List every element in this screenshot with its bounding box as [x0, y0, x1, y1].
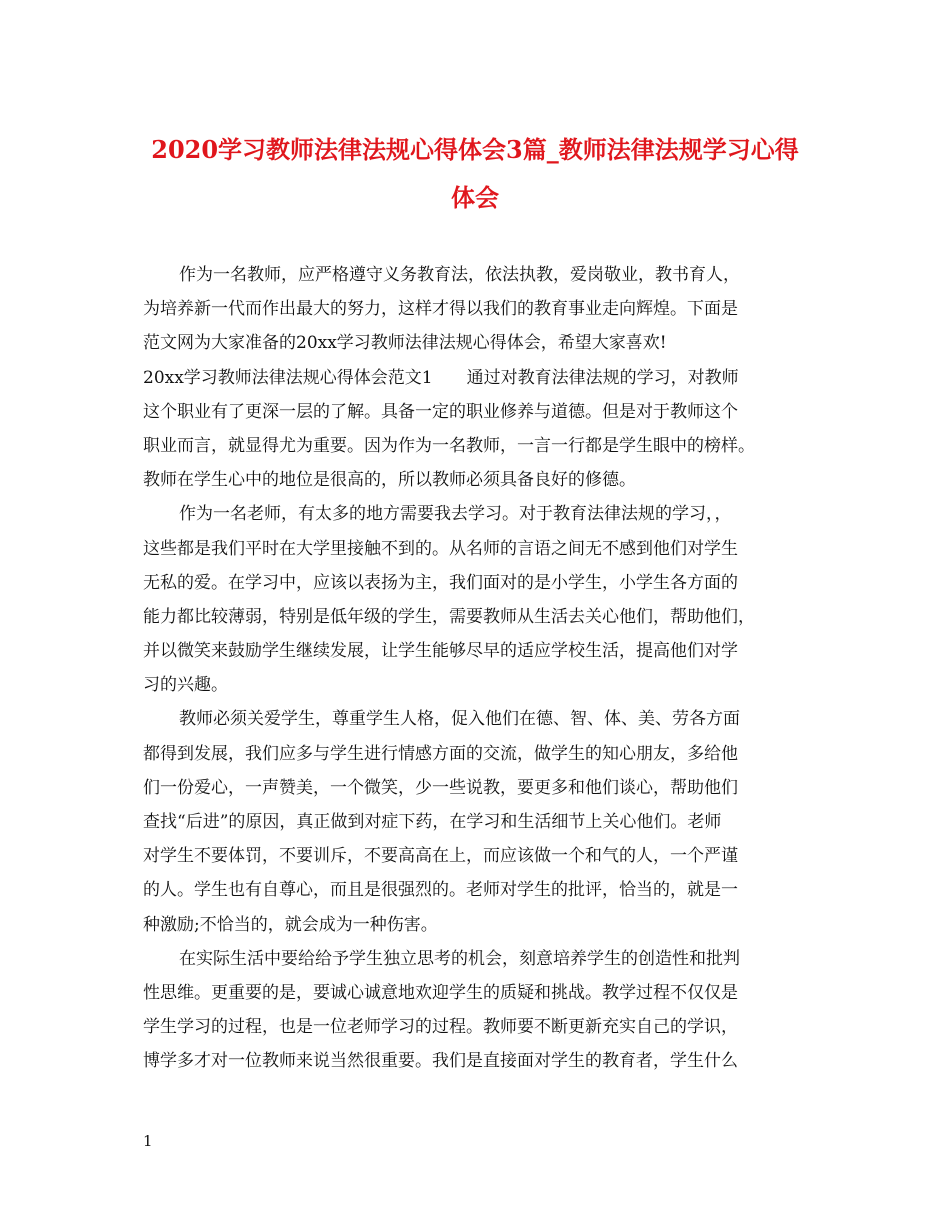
body-line: 对学生不要体罚，不要训斥，不要高高在上，而应该做一个和气的人，一个严谨 [143, 846, 738, 867]
body-line: 这些都是我们平时在大学里接触不到的。从名师的言语之间无不感到他们对学生 [143, 538, 738, 559]
body-line: 并以微笑来鼓励学生继续发展，让学生能够尽早的适应学校生活，提高他们对学 [143, 641, 738, 662]
body-line: 20xx学习教师法律法规心得体会范文1 通过对教育法律法规的学习，对教师 [143, 367, 739, 388]
document-title-line-2: 体会 [451, 183, 499, 212]
body-line: 种激励;不恰当的，就会成为一种伤害。 [143, 914, 438, 935]
document-body [143, 258, 823, 1079]
body-line: 作为一名老师，有太多的地方需要我去学习。对于教育法律法规的学习，， [179, 504, 732, 525]
body-line: 这个职业有了更深一层的了解。具备一定的职业修养与道德。但是对于教师这个 [143, 401, 738, 422]
body-line: 在实际生活中要给给予学生独立思考的机会，刻意培养学生的创造性和批判 [179, 948, 740, 969]
body-line: 习的兴趣。 [143, 675, 228, 696]
body-line: 查找“后进”的原因，真正做到对症下药，在学习和生活细节上关心他们。老师 [143, 812, 722, 832]
body-line: 学生学习的过程，也是一位老师学习的过程。教师要不断更新充实自己的学识， [143, 1017, 738, 1038]
body-line: 博学多才对一位教师来说当然很重要。我们是直接面对学生的教育者，学生什么 [143, 1051, 738, 1072]
body-line: 作为一名教师，应严格遵守义务教育法，依法执教，爱岗敬业，教书育人， [179, 265, 740, 285]
body-line: 为培养新一代而作出最大的努力，这样才得以我们的教育事业走向辉煌。下面是 [143, 299, 738, 320]
body-line: 能力都比较薄弱，特别是低年级的学生，需要教师从生活去关心他们，帮助他们， [143, 606, 755, 627]
body-line: 们一份爱心，一声赞美，一个微笑，少一些说教，要更多和他们谈心，帮助他们 [143, 777, 738, 798]
body-line: 都得到发展，我们应多与学生进行情感方面的交流，做学生的知心朋友，多给他 [143, 743, 738, 764]
body-line: 职业而言，就显得尤为重要。因为作为一名教师，一言一行都是学生眼中的榜样。 [143, 435, 755, 456]
body-line: 教师必须关爱学生，尊重学生人格，促入他们在德、智、体、美、劳各方面 [179, 709, 740, 730]
body-line: 教师在学生心中的地位是很高的，所以教师必须具备良好的修德。 [143, 470, 636, 491]
body-line: 性思维。更重要的是，要诚心诚意地欢迎学生的质疑和挑战。教学过程不仅仅是 [143, 982, 738, 1003]
body-line: 无私的爱。在学习中，应该以表扬为主，我们面对的是小学生，小学生各方面的 [143, 572, 738, 593]
body-line: 的人。学生也有自尊心，而且是很强烈的。老师对学生的批评，恰当的，就是一 [143, 880, 738, 901]
document-title-line-1: 2020学习教师法律法规心得体会3篇_教师法律法规学习心得 [151, 135, 799, 164]
page-number: 1 [143, 1132, 153, 1150]
body-line: 范文网为大家准备的20xx学习教师法律法规心得体会，希望大家喜欢! [143, 333, 667, 354]
